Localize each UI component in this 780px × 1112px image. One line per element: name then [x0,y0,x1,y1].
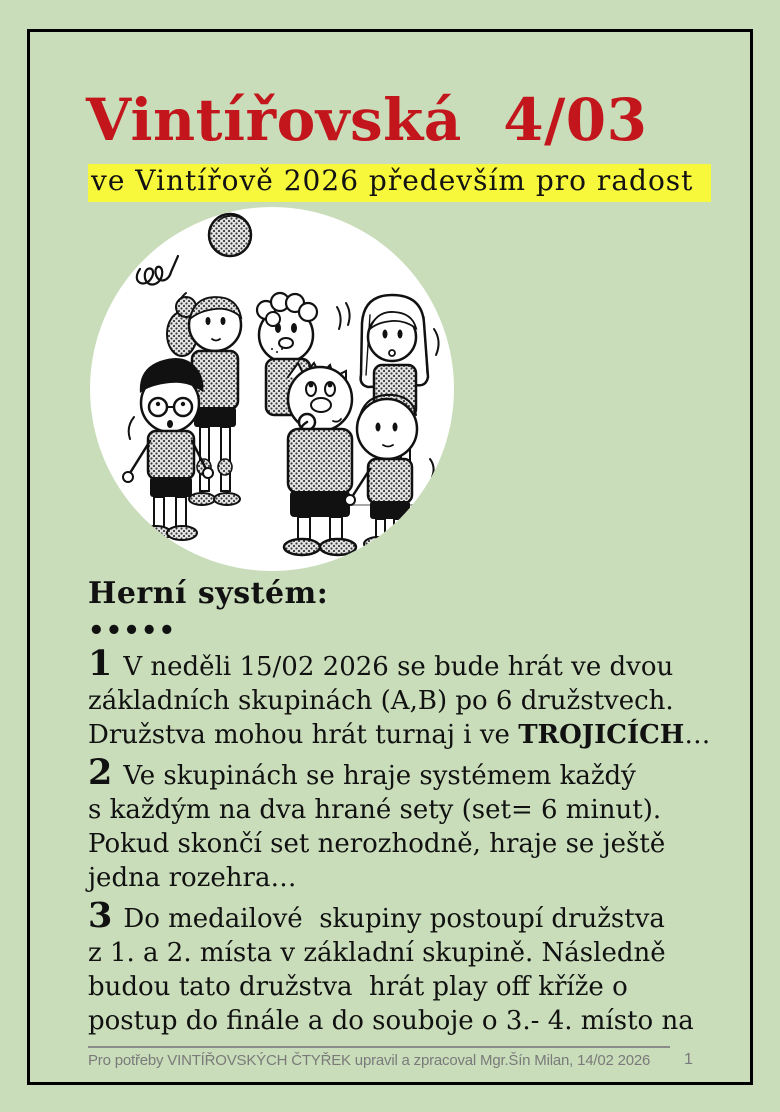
page-subtitle-highlight: ve Vintířově 2026 především pro radost [88,164,711,202]
page-title: Vintířovská 4/03 [86,86,648,154]
footer-divider [88,1046,670,1048]
paragraph-2-number: 2 [88,752,113,793]
paragraph-3: 3 Do medailové skupiny postoupí družstva z 1. a 2. místa v základní skupině. Následně budou tato družstva hrát play off kříže o postup do finále a do souboje o 3.- 4. místo na [88,895,694,1036]
footer-credit: Pro potřeby VINTÍŘOVSKÝCH ČTYŘEK upravil a zpracoval Mgr.Šín Milan, 14/02 2026 [88,1052,651,1069]
paragraph-2: 2 Ve skupinách se hraje systémem každý s každým na dva hrané sety (set= 6 minut). Pokud skončí set nerozhodně, hraje se ještě jedna rozehra… [88,752,666,893]
section-heading: Herní systém: [88,576,329,611]
dots-line: ••••• [88,616,177,646]
paragraph-1: 1 V neděli 15/02 2026 se bude hrát ve dvou základních skupinách (A,B) po 6 družstvech. Družstva mohou hrát turnaj i ve TROJICÍCH… [88,643,711,750]
ball-icon [209,214,251,256]
kids-cartoon-illustration [90,207,454,571]
paragraph-3-number: 3 [88,895,113,936]
bold-trojicich: TROJICÍCH [518,720,685,750]
page-number: 1 [684,1051,693,1068]
paragraph-1-number: 1 [88,643,113,684]
body-text [88,643,718,1045]
